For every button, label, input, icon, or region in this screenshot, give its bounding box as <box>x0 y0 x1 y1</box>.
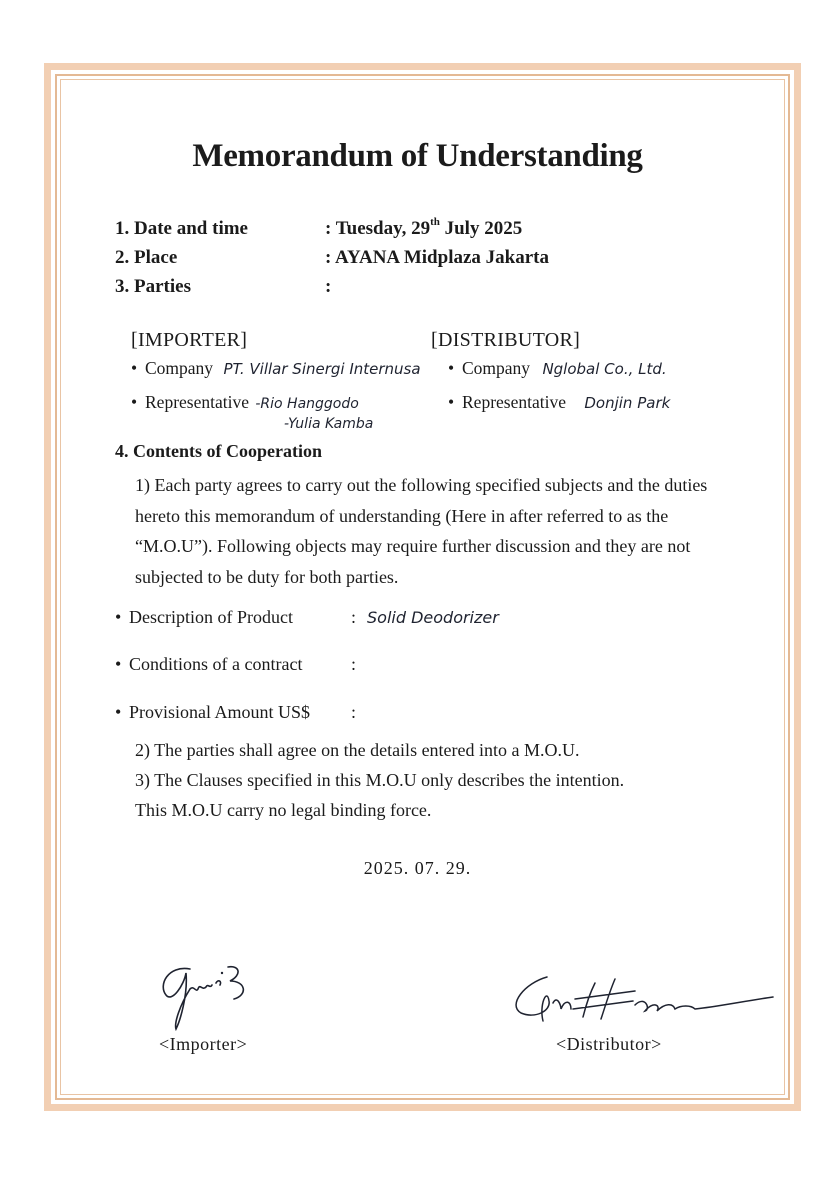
section-paragraph: 1) Each party agrees to carry out the following specified subjects and the duties hereto this memorandum of understanding (Here in after referred to as the “M.O.U”). Following objects may require further discussion and they are not subjected to be duty for both parties. <box>135 475 708 587</box>
importer-company-value: PT. Villar Sinergi Internusa <box>223 360 421 378</box>
field-value: : Tuesday, 29th July 2025 <box>325 216 523 239</box>
distributor-heading: [DISTRIBUTOR] <box>431 329 581 351</box>
importer-signature-label: <Importer> <box>159 1034 248 1054</box>
field-label: 1. Date and time <box>115 218 248 239</box>
item-conditions-of-contract: • Conditions of a contract : <box>115 654 357 674</box>
item-value: Solid Deodorizer <box>367 608 499 627</box>
distributor-company: • Company Nglobal Co., Ltd. <box>448 358 667 378</box>
document-title: Memorandum of Understanding <box>192 138 643 174</box>
importer-representative: • Representative -Rio Hanggodo <box>131 392 359 412</box>
importer-company: • Company PT. Villar Sinergi Internusa <box>131 358 421 378</box>
importer-representative-value-2: -Yulia Kamba <box>284 416 374 432</box>
section-heading-contents: 4. Contents of Cooperation <box>115 441 322 461</box>
distributor-representative-value: Donjin Park <box>584 394 671 412</box>
item-provisional-amount: • Provisional Amount US$ : <box>115 702 357 722</box>
distributor-signature <box>505 965 780 1035</box>
distributor-company-value: Nglobal Co., Ltd. <box>542 360 667 378</box>
distributor-signature-label: <Distributor> <box>556 1034 662 1054</box>
importer-representative-value-1: -Rio Hanggodo <box>255 396 359 412</box>
clause-3: 3) The Clauses specified in this M.O.U only describes the intention. <box>135 770 625 790</box>
document-date: 2025. 07. 29. <box>363 858 472 878</box>
field-value: : <box>325 276 332 297</box>
clause-2: 2) The parties shall agree on the details entered into a M.O.U. <box>135 740 580 760</box>
importer-signature <box>150 955 280 1035</box>
distributor-representative: • Representative Donjin Park <box>448 392 671 412</box>
field-label: 2. Place <box>115 247 178 268</box>
field-value: : AYANA Midplaza Jakarta <box>325 247 549 268</box>
clause-binding: This M.O.U carry no legal binding force. <box>135 800 432 820</box>
field-label: 3. Parties <box>115 276 191 297</box>
importer-heading: [IMPORTER] <box>131 329 248 351</box>
item-description-of-product: • Description of Product : Solid Deodorizer <box>115 607 499 627</box>
